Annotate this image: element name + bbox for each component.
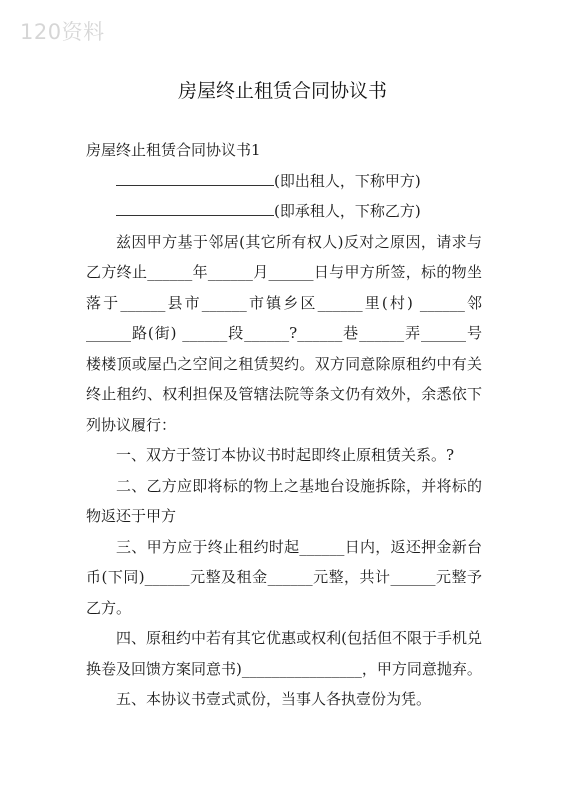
lessor-blank [116,168,274,186]
lessee-blank [116,198,274,216]
clause-3: 三、甲方应于终止租约时起______日内，返还押金新台币(下同)______元整及租金______元整，共计______元整予乙方。 [86,537,482,617]
clause-1: 一、双方于签订本协议书时起即终止原租赁关系。? [116,446,455,464]
clause-5: 五、本协议书壹式贰份，当事人各执壹份为凭。 [116,690,432,708]
document-body [86,135,482,715]
document-title: 房屋终止租赁合同协议书 [177,80,387,102]
lessor-label: (即出租人，下称甲方) [274,171,421,190]
clause-2: 二、乙方应即将标的物上之基地台设施拆除，并将标的物返还于甲方 [86,476,482,525]
document-subtitle: 房屋终止租赁合同协议书1 [86,141,261,159]
lessee-label: (即承租人，下称乙方) [274,202,421,220]
watermark: 120资料 [20,20,105,44]
lessee-line [86,196,482,227]
preamble-paragraph: 兹因甲方基于邻居(其它所有权人)反对之原因，请求与乙方终止______年______月______日与甲方所签，标的物坐落于______县市______市镇乡区______里(村) ______邻______路(街) ______段______?______巷______弄______号楼楼顶或屋凸之空间之租赁契约。双方同意除原租约中有关终止租约、权利担保及管辖法院等条文仍有效外，余悉依下列协议履行： [86,232,482,434]
lessor-line [86,166,482,197]
clause-4: 四、原租约中若有其它优惠或权利(包括但不限于手机兑换卷及回馈方案同意书)________________，甲方同意抛弃。 [86,629,482,678]
